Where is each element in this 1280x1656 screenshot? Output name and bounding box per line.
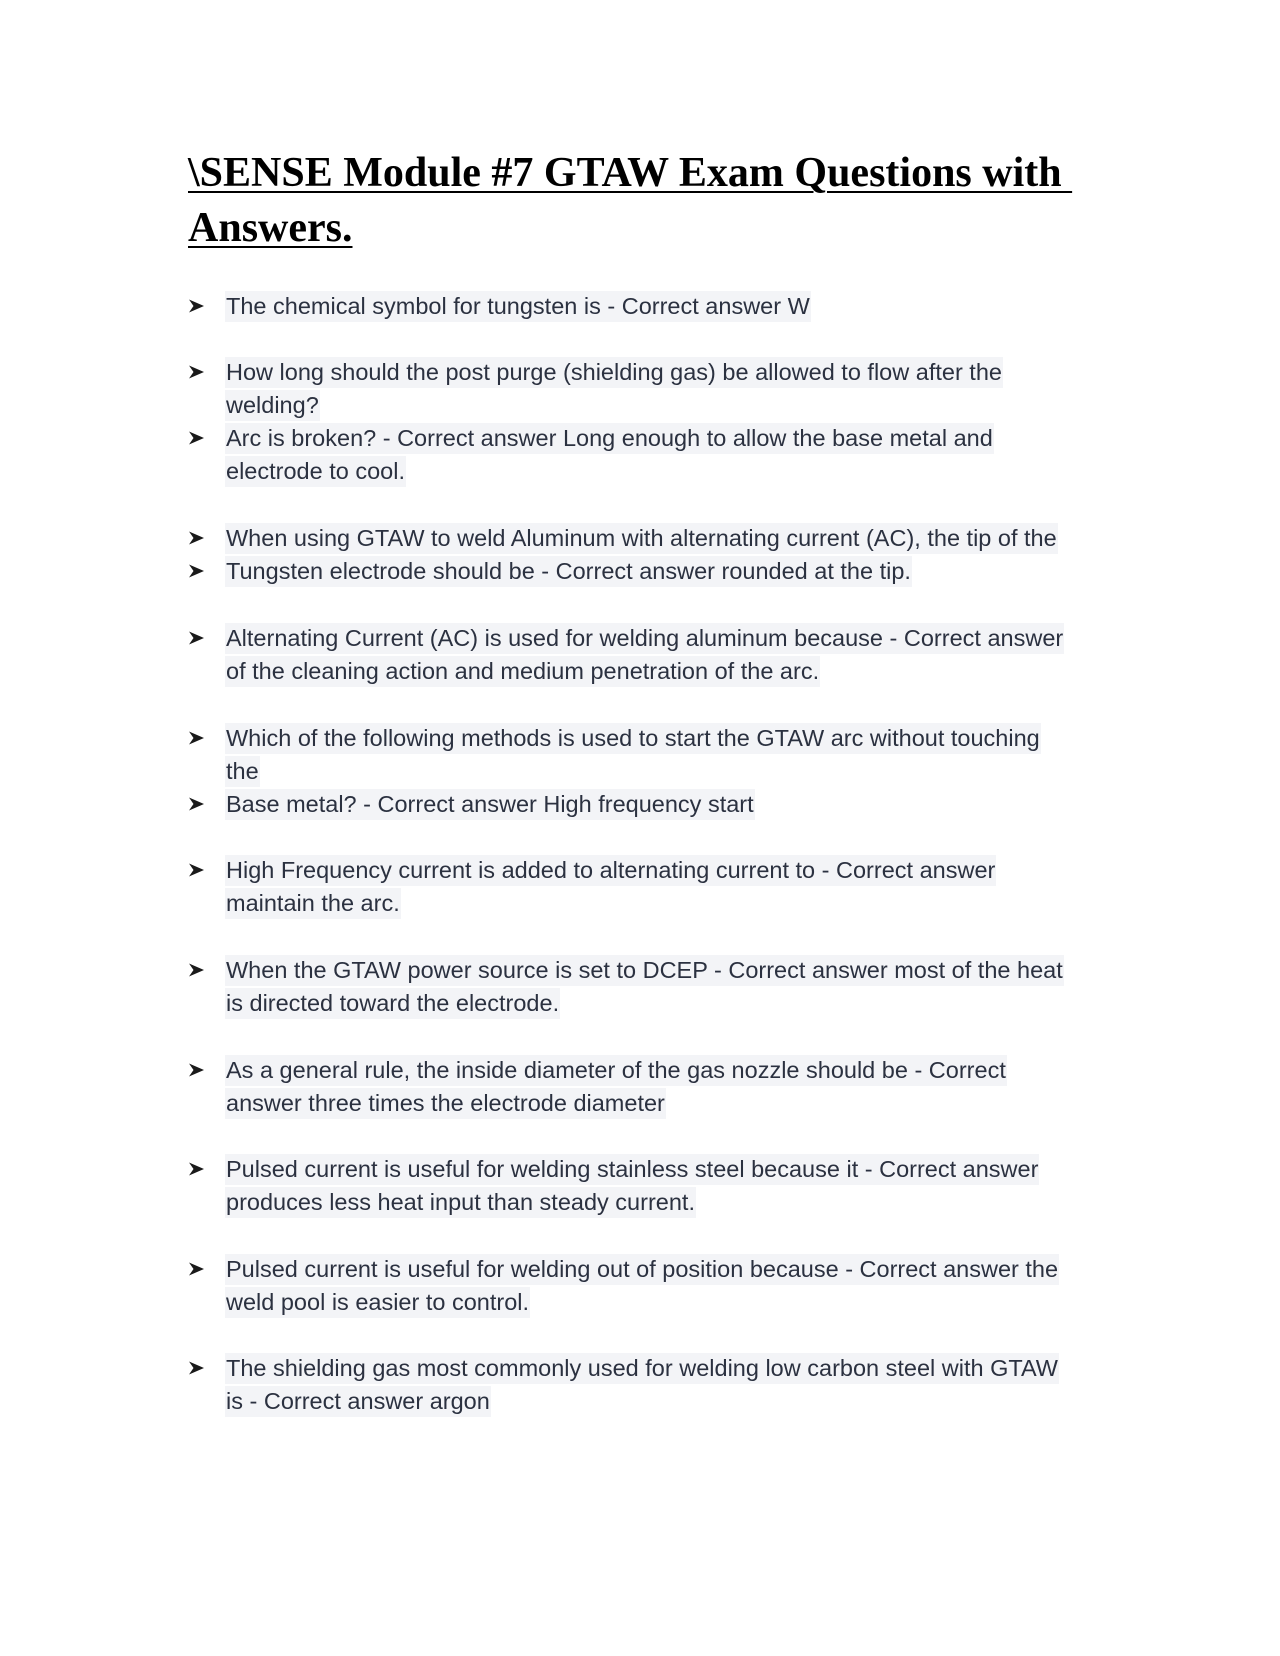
list-item-text: maintain the arc. bbox=[225, 888, 401, 919]
list-item-text: is directed toward the electrode. bbox=[225, 988, 560, 1019]
list-item-text: Base metal? - Correct answer High frequency start bbox=[225, 789, 755, 820]
list-item-text-line bbox=[225, 987, 560, 1020]
list-item-text-line bbox=[225, 455, 406, 488]
list-item-text: Pulsed current is useful for welding stainless steel because it - Correct answer bbox=[225, 1154, 1039, 1185]
arrowhead-bullet-icon bbox=[188, 622, 208, 655]
arrowhead-bullet-icon bbox=[188, 290, 208, 323]
list-item-text-line bbox=[225, 1054, 1007, 1087]
arrowhead-bullet-icon bbox=[188, 356, 208, 389]
list-item-text-line bbox=[225, 1153, 1039, 1186]
list-item-text: The shielding gas most commonly used for welding low carbon steel with GTAW bbox=[225, 1353, 1059, 1384]
list-item-text-line bbox=[225, 1253, 1059, 1286]
arrowhead-bullet-icon bbox=[188, 722, 208, 755]
list-item-text-line bbox=[225, 522, 1058, 555]
list-item-text: welding? bbox=[225, 390, 320, 421]
list-item-text-line bbox=[225, 389, 320, 422]
list-item-text-line bbox=[225, 1352, 1059, 1385]
list-item-text-line bbox=[225, 722, 1041, 755]
list-item-text: electrode to cool. bbox=[225, 456, 406, 487]
list-item-text: Which of the following methods is used to start the GTAW arc without touching bbox=[225, 723, 1041, 754]
arrowhead-bullet-icon bbox=[188, 1253, 208, 1286]
arrowhead-bullet-icon bbox=[188, 555, 208, 588]
arrowhead-bullet-icon bbox=[188, 422, 208, 455]
list-item-text-line bbox=[225, 755, 260, 788]
list-item-text: Pulsed current is useful for welding out of position because - Correct answer the bbox=[225, 1254, 1059, 1285]
list-item-text: When using GTAW to weld Aluminum with alternating current (AC), the tip of the bbox=[225, 523, 1058, 554]
list-item-text: How long should the post purge (shielding gas) be allowed to flow after the bbox=[225, 357, 1003, 388]
arrowhead-bullet-icon bbox=[188, 788, 208, 821]
list-item-text: High Frequency current is added to alternating current to - Correct answer bbox=[225, 855, 996, 886]
list-item-text: Tungsten electrode should be - Correct answer rounded at the tip. bbox=[225, 556, 912, 587]
list-item-text: the bbox=[225, 756, 260, 787]
arrowhead-bullet-icon bbox=[188, 954, 208, 987]
list-item-text-line bbox=[225, 954, 1064, 987]
arrowhead-bullet-icon bbox=[188, 522, 208, 555]
list-item-text-line bbox=[225, 854, 996, 887]
list-item-text: Alternating Current (AC) is used for welding aluminum because - Correct answer bbox=[225, 623, 1064, 654]
list-item-text: The chemical symbol for tungsten is - Correct answer W bbox=[225, 291, 811, 322]
list-item-text-line bbox=[225, 1385, 491, 1418]
arrowhead-bullet-icon bbox=[188, 1153, 208, 1186]
list-item-text-line bbox=[225, 1286, 530, 1319]
list-item-text: weld pool is easier to control. bbox=[225, 1287, 530, 1318]
list-item-text-line bbox=[225, 1186, 696, 1219]
arrowhead-bullet-icon bbox=[188, 854, 208, 887]
list-item-text: answer three times the electrode diameter bbox=[225, 1088, 666, 1119]
title-line: Answers. bbox=[188, 205, 353, 251]
list-item-text-line bbox=[225, 887, 401, 920]
title-line: \SENSE Module #7 GTAW Exam Questions with bbox=[188, 150, 1073, 196]
list-item-text-line bbox=[225, 422, 994, 455]
arrowhead-bullet-icon bbox=[188, 1352, 208, 1385]
list-item-text-line bbox=[225, 788, 755, 821]
list-item-text-line bbox=[225, 555, 912, 588]
list-item-text-line bbox=[225, 1087, 666, 1120]
list-item-text: Arc is broken? - Correct answer Long enough to allow the base metal and bbox=[225, 423, 994, 454]
list-item-text-line bbox=[225, 622, 1064, 655]
list-item-text: produces less heat input than steady current. bbox=[225, 1187, 696, 1218]
list-item-text-line bbox=[225, 290, 811, 323]
list-item-text: of the cleaning action and medium penetration of the arc. bbox=[225, 656, 820, 687]
list-item-text: is - Correct answer argon bbox=[225, 1386, 491, 1417]
list-item-text-line bbox=[225, 356, 1003, 389]
list-item-text: As a general rule, the inside diameter of the gas nozzle should be - Correct bbox=[225, 1055, 1007, 1086]
document-title bbox=[188, 146, 1088, 256]
list-item-text: When the GTAW power source is set to DCEP - Correct answer most of the heat bbox=[225, 955, 1064, 986]
list-item-text-line bbox=[225, 655, 820, 688]
arrowhead-bullet-icon bbox=[188, 1054, 208, 1087]
